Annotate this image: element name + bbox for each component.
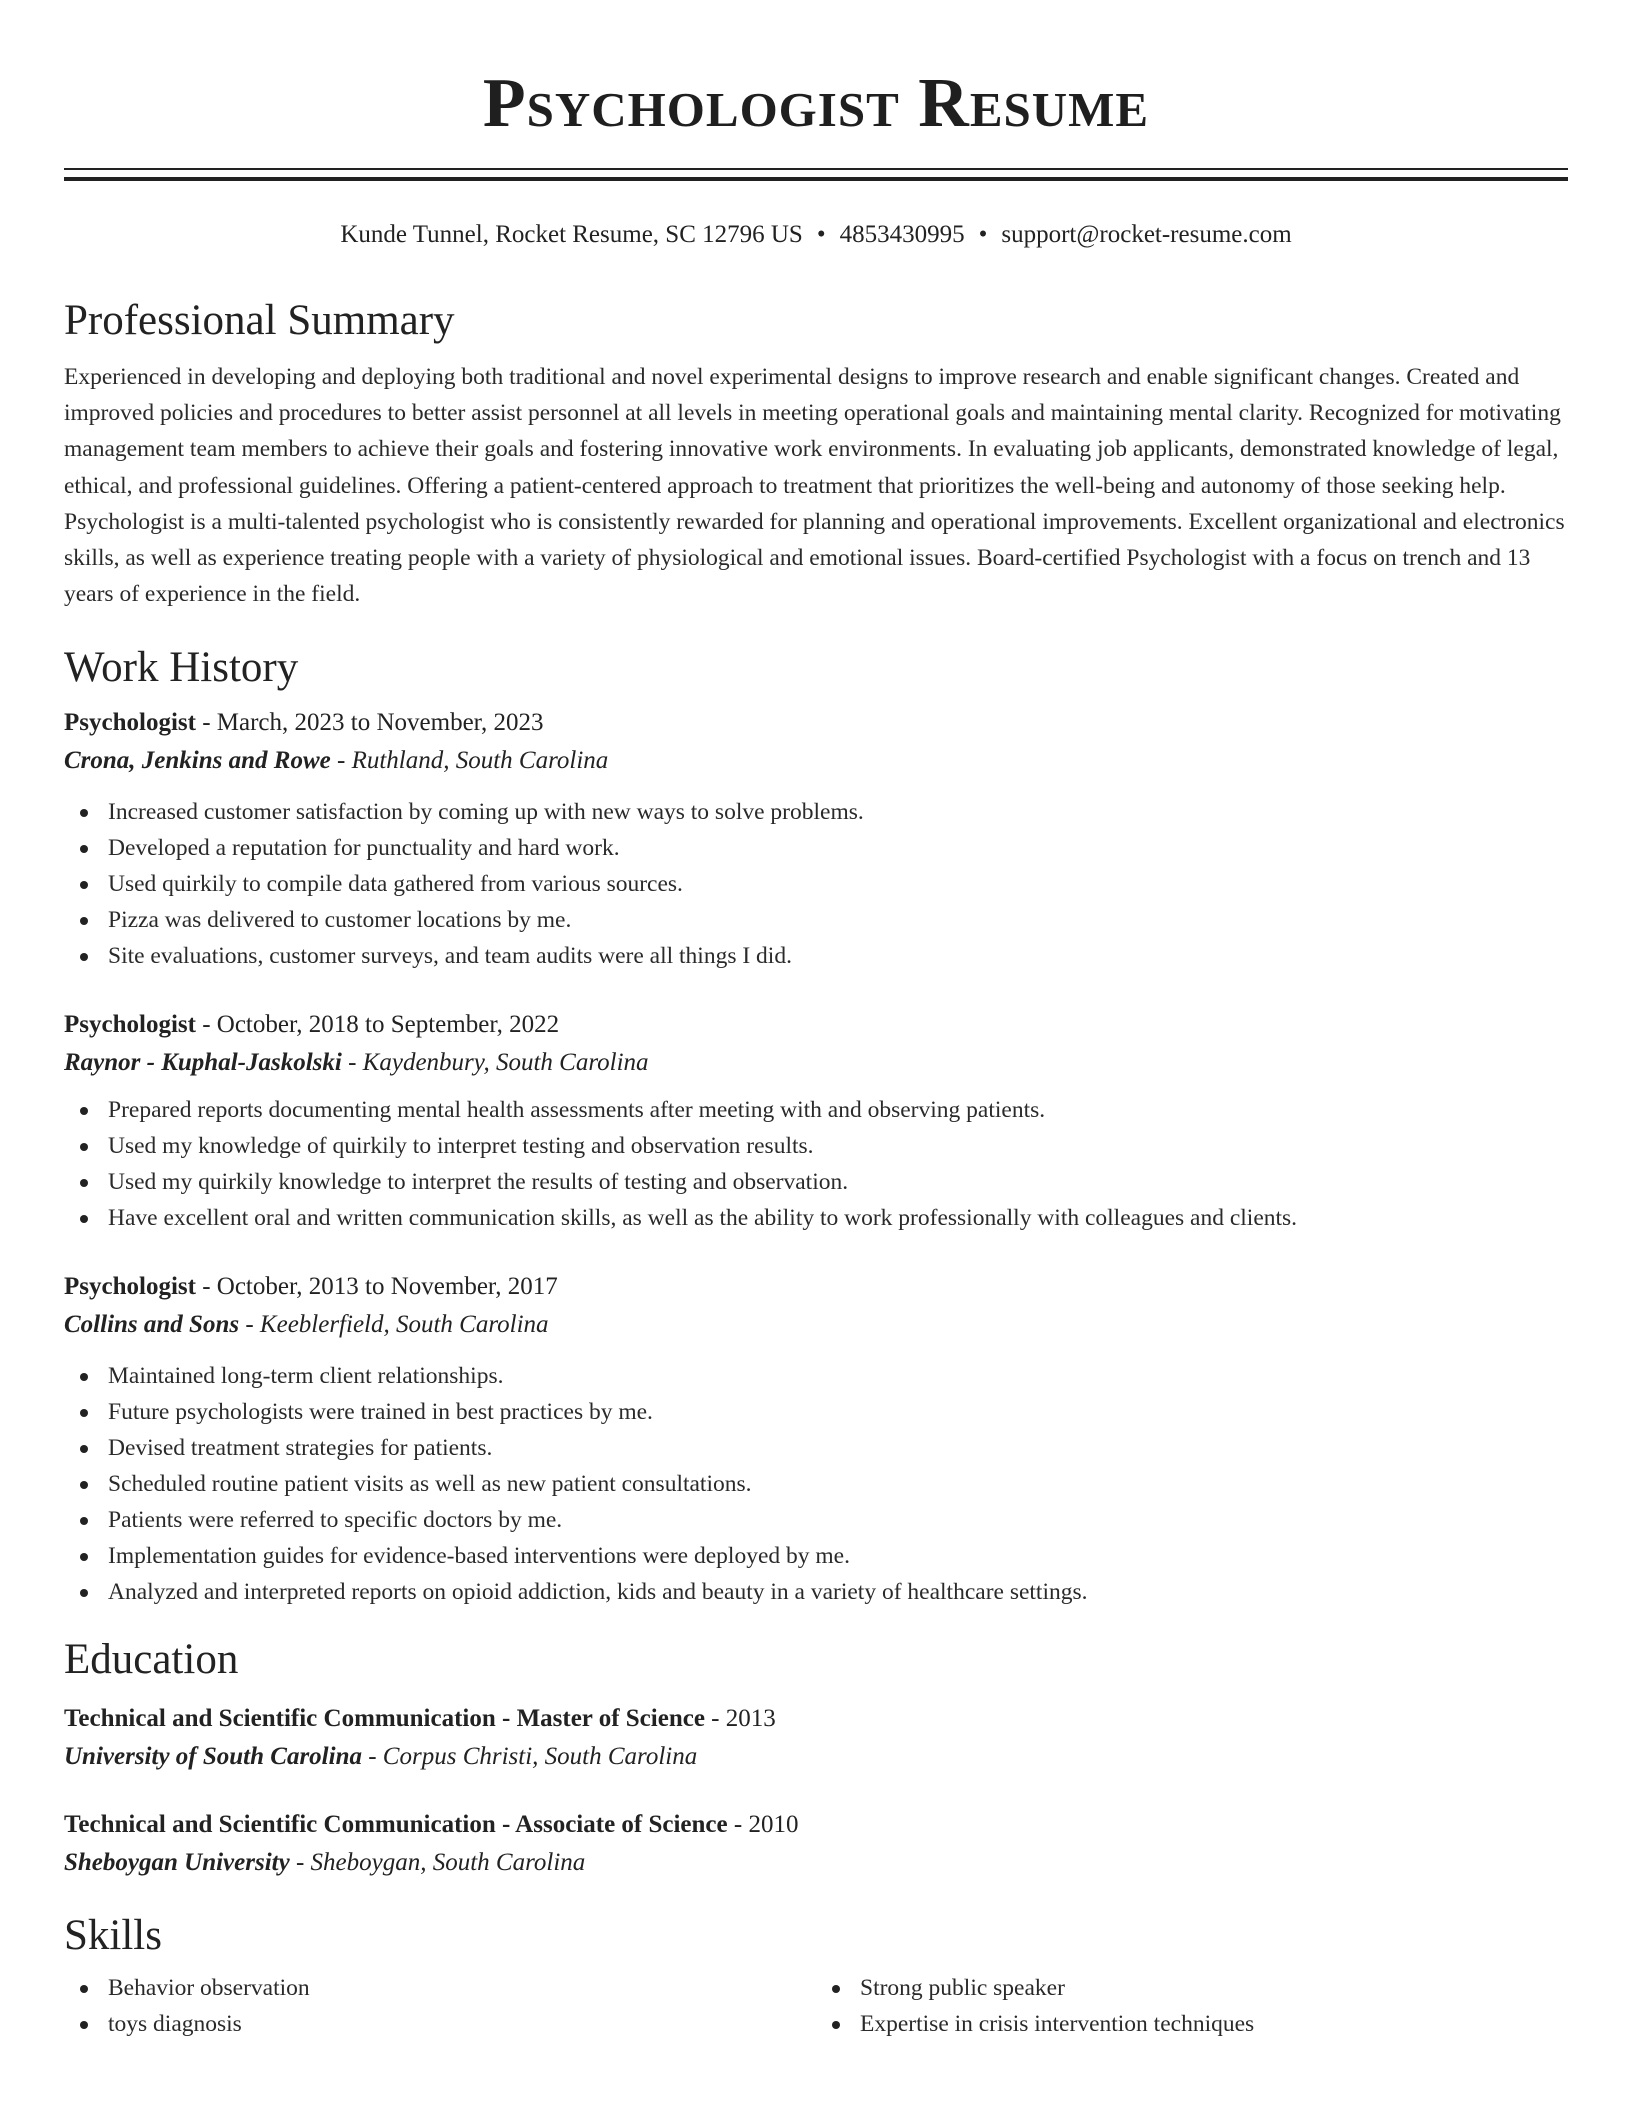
job-dates: - October, 2018 to September, 2022 (195, 1011, 560, 1039)
education-location: - Corpus Christi, South Carolina (361, 1743, 698, 1771)
education-year: - 2013 (704, 1705, 776, 1733)
skill-item: Strong public speaker (816, 1970, 1568, 2006)
contact-line (64, 215, 1568, 255)
job-entry (64, 1006, 1568, 1236)
list-item: Scheduled routine patient visits as well as new patient consultations. (64, 1466, 1568, 1502)
education-degree: Technical and Scientific Communication - Associate of Science (64, 1811, 728, 1839)
skill-item: Behavior observation (64, 1970, 816, 2006)
title-divider-thick (64, 177, 1568, 181)
job-company-line (64, 742, 1568, 780)
list-item: Maintained long-term client relationships. (64, 1358, 1568, 1394)
education-entry (64, 1806, 1568, 1882)
contact-separator: • (978, 221, 988, 248)
education-school: Sheboygan University (64, 1849, 290, 1877)
job-dates: - March, 2023 to November, 2023 (195, 709, 544, 737)
education-year: - 2010 (727, 1811, 799, 1839)
job-entry (64, 1268, 1568, 1610)
list-item: Used my quirkily knowledge to interpret the results of testing and observation. (64, 1164, 1568, 1200)
summary-text: Experienced in developing and deploying both traditional and novel experimental designs to improve research and enable significant changes. Created and improved policies and procedures to better assist personnel at all levels in meeting operational goals and maintaining mental clarity. Recognized for motivating management team members to achieve their goals and fostering innovative work environments. In evaluating job applicants, demonstrated knowledge of legal, ethical, and professional guidelines. Offering a patient-centered approach to treatment that prioritizes the well-being and autonomy of those seeking help. Psychologist is a multi-talented psychologist who is consistently rewarded for planning and operational improvements. Excellent organizational and electronics skills, as well as experience treating people with a variety of physiological and emotional issues. Board-certified Psychologist with a focus on trench and 13 years of experience in the field. (64, 364, 1565, 608)
job-company-line (64, 1306, 1568, 1344)
job-entry (64, 704, 1568, 974)
summary-heading: Professional Summary (64, 297, 455, 344)
job-bullets (64, 794, 1568, 974)
skills-heading: Skills (64, 1912, 162, 1960)
education-entry (64, 1700, 1568, 1776)
title-divider-thin (64, 168, 1568, 170)
job-company: Crona, Jenkins and Rowe (64, 747, 331, 775)
list-item: Used my knowledge of quirkily to interpret testing and observation results. (64, 1128, 1568, 1164)
job-dates: - October, 2013 to November, 2017 (195, 1273, 558, 1301)
job-title-line (64, 704, 1568, 742)
job-location: - Ruthland, South Carolina (330, 747, 609, 775)
list-item: Have excellent oral and written communication skills, as well as the ability to work professionally with colleagues and clients. (64, 1200, 1568, 1236)
education-degree: Technical and Scientific Communication - Master of Science (64, 1705, 705, 1733)
list-item: Used quirkily to compile data gathered from various sources. (64, 866, 1568, 902)
list-item: Future psychologists were trained in best practices by me. (64, 1394, 1568, 1430)
job-bullets (64, 1092, 1568, 1236)
contact-email: support@rocket-resume.com (1001, 221, 1292, 248)
education-school-line (64, 1844, 1568, 1882)
job-bullets (64, 1358, 1568, 1610)
job-company-line (64, 1044, 1568, 1082)
work-history-heading: Work History (64, 644, 299, 692)
education-school: University of South Carolina (64, 1743, 362, 1771)
list-item: Pizza was delivered to customer locations by me. (64, 902, 1568, 938)
list-item: Patients were referred to specific doctors by me. (64, 1502, 1568, 1538)
skills-column-right (816, 1970, 1568, 2042)
education-location: - Sheboygan, South Carolina (289, 1849, 586, 1877)
education-heading: Education (64, 1636, 239, 1684)
list-item: Implementation guides for evidence-based interventions were deployed by me. (64, 1538, 1568, 1574)
list-item: Site evaluations, customer surveys, and team audits were all things I did. (64, 938, 1568, 974)
list-item: Analyzed and interpreted reports on opioid addiction, kids and beauty in a variety of healthcare settings. (64, 1574, 1568, 1610)
education-degree-line (64, 1806, 1568, 1844)
skill-item: Expertise in crisis intervention techniques (816, 2006, 1568, 2042)
job-company: Collins and Sons (64, 1311, 240, 1339)
contact-separator: • (816, 221, 826, 248)
job-title-line (64, 1268, 1568, 1306)
job-company: Raynor - Kuphal-Jaskolski (64, 1049, 342, 1077)
contact-address: Kunde Tunnel, Rocket Resume, SC 12796 US (340, 221, 803, 248)
job-location: - Kaydenbury, South Carolina (341, 1049, 649, 1077)
list-item: Prepared reports documenting mental health assessments after meeting with and observing patients. (64, 1092, 1568, 1128)
education-school-line (64, 1738, 1568, 1776)
job-title: Psychologist (64, 1011, 196, 1039)
job-title-line (64, 1006, 1568, 1044)
skill-item: toys diagnosis (64, 2006, 816, 2042)
page-title: Psychologist Resume (482, 65, 1150, 142)
job-title: Psychologist (64, 1273, 196, 1301)
skills-grid (64, 1970, 1568, 2042)
list-item: Devised treatment strategies for patients. (64, 1430, 1568, 1466)
education-degree-line (64, 1700, 1568, 1738)
skills-column-left (64, 1970, 816, 2042)
job-title: Psychologist (64, 709, 196, 737)
contact-phone: 4853430995 (839, 221, 965, 248)
job-location: - Keeblerfield, South Carolina (239, 1311, 549, 1339)
list-item: Increased customer satisfaction by coming up with new ways to solve problems. (64, 794, 1568, 830)
list-item: Developed a reputation for punctuality and hard work. (64, 830, 1568, 866)
